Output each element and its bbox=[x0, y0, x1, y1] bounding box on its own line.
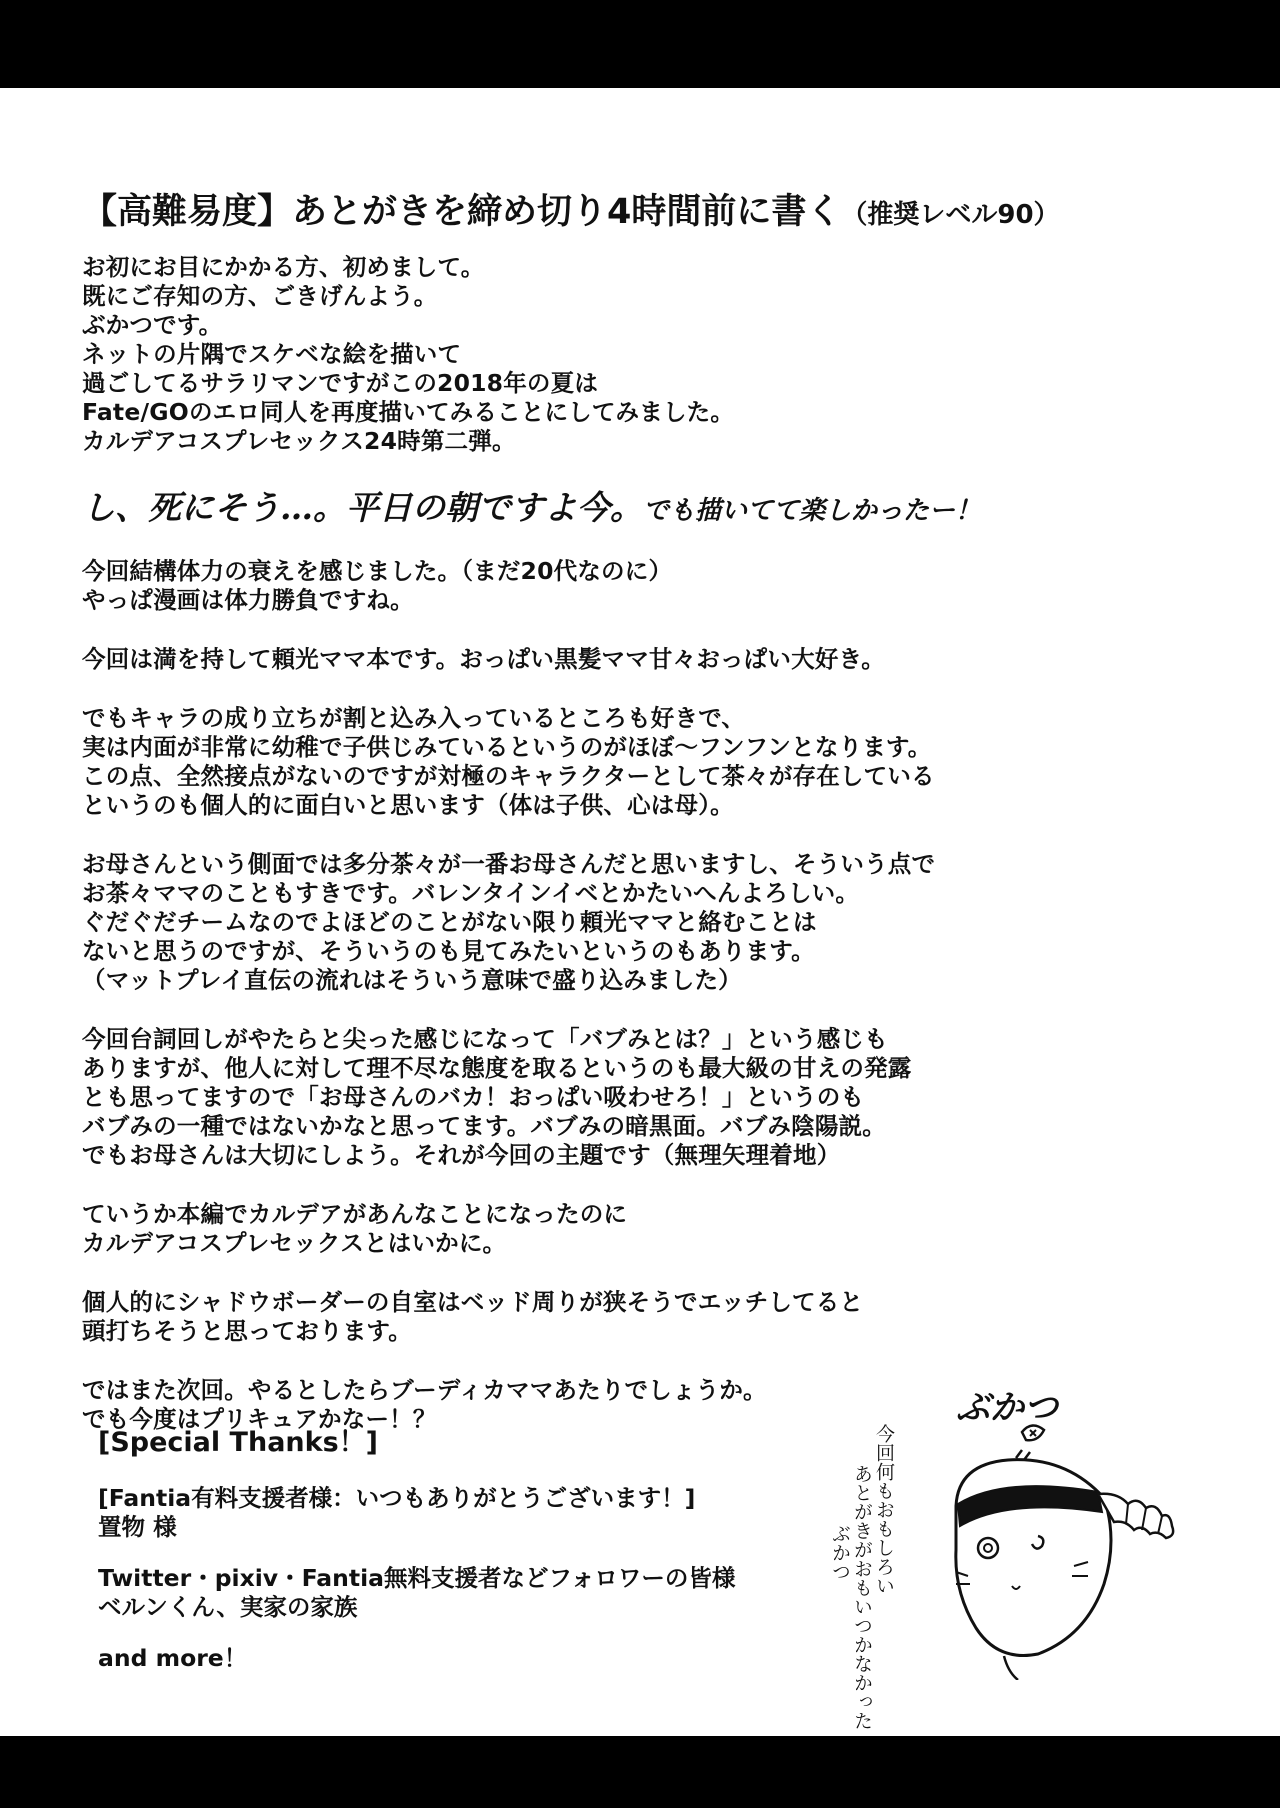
text-line: お初にお目にかかる方、初めまして。 bbox=[82, 253, 485, 281]
author-face-doodle-icon bbox=[808, 1380, 1208, 1680]
text-line: ぐだぐだチームなのでよほどのことがない限り頼光ママと絡むことは bbox=[82, 908, 817, 936]
paragraph-chacha bbox=[82, 850, 1082, 995]
thanks-fantia-paid bbox=[98, 1484, 818, 1542]
paragraph-stamina bbox=[82, 557, 1082, 615]
text-line: 既にご存知の方、ごきげんよう。 bbox=[82, 282, 438, 310]
text-line: ありますが、他人に対して理不尽な態度を取るというのも最大級の甘えの発露 bbox=[82, 1054, 912, 1082]
paragraph-babumi bbox=[82, 1025, 1082, 1170]
text-line: ベルンくん、実家の家族 bbox=[98, 1593, 358, 1621]
handwritten-small: でも描いてて楽しかったー！ bbox=[643, 496, 982, 526]
text-line: とも思ってますので「お母さんのバカ！おっぱい吸わせろ！」というのも bbox=[82, 1083, 865, 1111]
text-line: お茶々ママのこともすきです。バレンタインイベとかたいへんよろしい。 bbox=[82, 879, 860, 907]
text-line: ないと思うのですが、そういうのも見てみたいというのもあります。 bbox=[82, 937, 815, 965]
text-line: でもキャラの成り立ちが割と込み入っているところも好きで、 bbox=[82, 704, 746, 732]
text-line: やっぱ漫画は体力勝負ですね。 bbox=[82, 586, 414, 614]
text-line: ぶかつです。 bbox=[82, 311, 223, 339]
author-sketch bbox=[808, 1380, 1208, 1730]
paragraph-intro bbox=[82, 253, 1082, 456]
text-line: カルデアコスプレセックス24時第二弾。 bbox=[82, 427, 516, 455]
text-line: 今回は満を持して頼光ママ本です。おっぱい黒髪ママ甘々おっぱい大好き。 bbox=[82, 645, 885, 673]
text-line: この点、全然接点がないのですが対極のキャラクターとして茶々が存在している bbox=[82, 762, 935, 790]
sketch-comment-line: ぶかつ bbox=[829, 1524, 851, 1581]
text-line: 過ごしてるサラリマンですがこの2018年の夏は bbox=[82, 369, 599, 397]
paragraph-chaldea bbox=[82, 1200, 1082, 1258]
text-line: ネットの片隅でスケベな絵を描いて bbox=[82, 340, 462, 368]
text-line: でもお母さんは大切にしよう。それが今回の主題です（無理矢理着地） bbox=[82, 1141, 841, 1169]
text-line: バブみの一種ではないかなと思ってます。バブみの暗黒面。バブみ陰陽説。 bbox=[82, 1112, 886, 1140]
text-line: 置物 様 bbox=[98, 1513, 177, 1541]
thanks-followers bbox=[98, 1564, 818, 1622]
afterword-text bbox=[82, 188, 1082, 1464]
top-black-bar bbox=[0, 0, 1280, 88]
sketch-comment-line: あとがきがおもいつかなかった bbox=[851, 1464, 873, 1730]
page-title bbox=[82, 188, 1082, 239]
text-line: Twitter・pixiv・Fantia無料支援者などフォロワーの皆様 bbox=[98, 1564, 736, 1592]
handwritten-line bbox=[82, 486, 1082, 533]
text-line: ていうか本編でカルデアがあんなことになったのに bbox=[82, 1200, 628, 1228]
text-line: カルデアコスプレセックスとはいかに。 bbox=[82, 1229, 507, 1257]
text-line: （マットプレイ直伝の流れはそういう意味で盛り込みました） bbox=[82, 966, 742, 994]
text-line: 個人的にシャドウボーダーの自室はベッド周りが狭そうでエッチしてると bbox=[82, 1288, 864, 1316]
title-sub: （推奨レベル90） bbox=[841, 200, 1060, 230]
text-line: [Fantia有料支援者様：いつもありがとうございます！] bbox=[98, 1484, 696, 1512]
title-main: 【高難易度】あとがきを締め切り4時間前に書く bbox=[82, 192, 842, 232]
text-line: でも今度はプリキュアかなー！？ bbox=[82, 1405, 437, 1433]
text-line: ではまた次回。やるとしたらブーディカママあたりでしょうか。 bbox=[82, 1376, 767, 1404]
paragraph-shadow-border bbox=[82, 1288, 1082, 1346]
text-line: お母さんという側面では多分茶々が一番お母さんだと思いますし、そういう点で bbox=[82, 850, 936, 878]
bottom-black-bar bbox=[0, 1736, 1280, 1808]
text-line: 今回台詞回しがやたらと尖った感じになって「バブみとは？」という感じも bbox=[82, 1025, 888, 1053]
paragraph-character bbox=[82, 704, 1082, 820]
text-line: Fate/GOのエロ同人を再度描いてみることにしてみました。 bbox=[82, 398, 735, 426]
thanks-and-more bbox=[98, 1644, 818, 1673]
handwritten-main: し、死にそう…。平日の朝ですよ今。 bbox=[82, 488, 643, 527]
text-line: 頭打ちそうと思っております。 bbox=[82, 1317, 412, 1345]
text-line: 実は内面が非常に幼稚で子供じみているというのがほぼ〜フンフンとなります。 bbox=[82, 733, 932, 761]
sketch-comment-line: 今回何もおもしろい bbox=[873, 1424, 895, 1595]
text-line: というのも個人的に面白いと思います（体は子供、心は母）。 bbox=[82, 791, 734, 819]
text-line: 今回結構体力の衰えを感じました。（まだ20代なのに） bbox=[82, 557, 673, 585]
text-line: and more！ bbox=[98, 1644, 248, 1672]
sketch-author-name: ぶかつ bbox=[956, 1388, 1058, 1428]
thanks-heading: [Special Thanks！] bbox=[98, 1427, 379, 1458]
special-thanks bbox=[98, 1424, 818, 1695]
paragraph-raikou bbox=[82, 645, 1082, 674]
